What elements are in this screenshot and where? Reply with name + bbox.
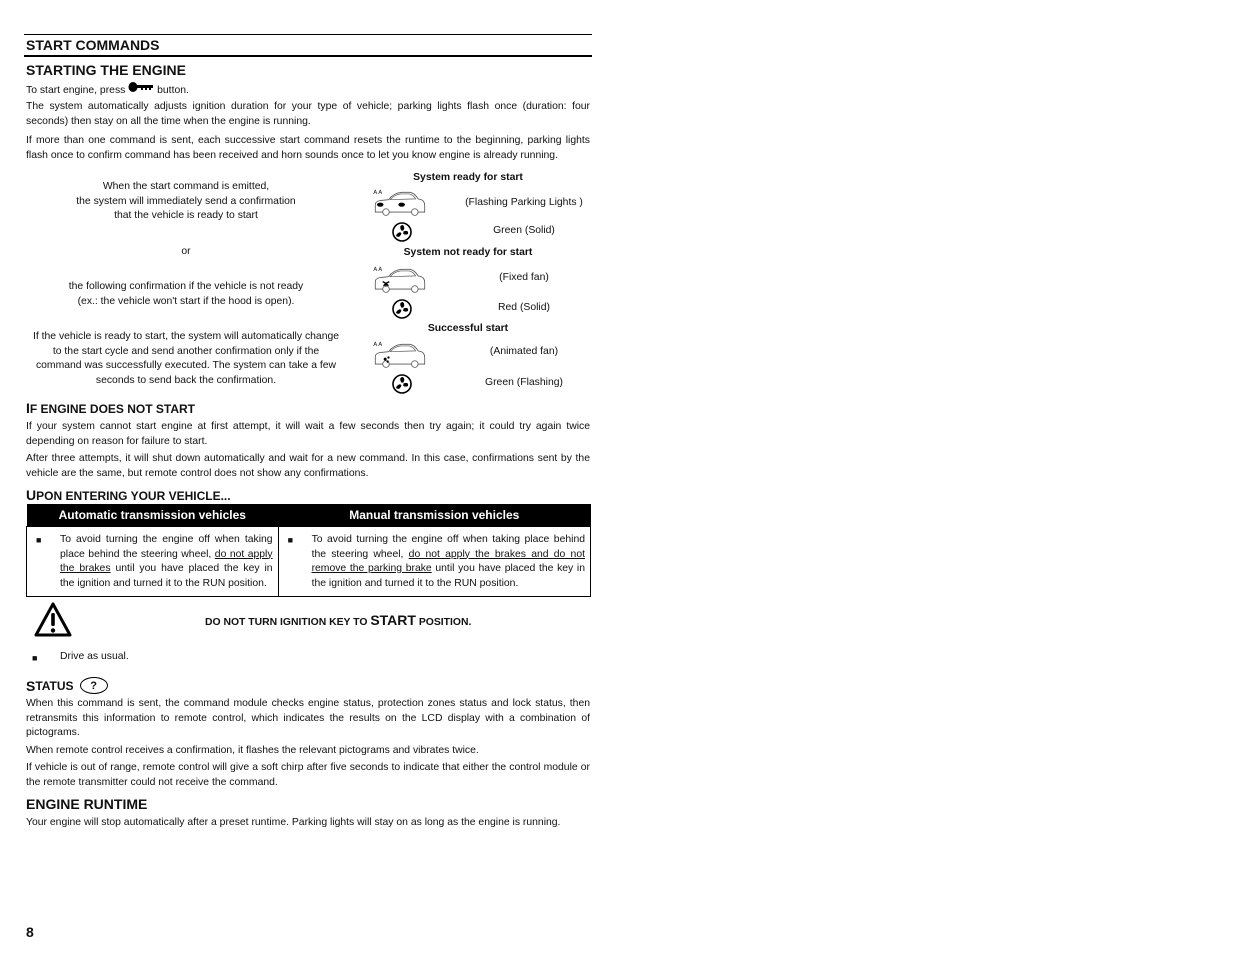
bullet-icon: ■ — [32, 653, 38, 663]
runtime-para: Your engine will stop automatically after a preset runtime. Parking lights will stay on as long as the engine is running. — [26, 817, 561, 828]
fan-icon — [392, 374, 412, 394]
runtime-heading: ENGINE RUNTIME — [26, 796, 148, 812]
col-manual: Manual transmission vehicles — [278, 504, 590, 527]
entering-heading: UPON ENTERING YOUR VEHICLE... — [26, 487, 231, 503]
status-para-3: If vehicle is out of range, remote control will give a soft chirp after five seconds to indicate that either the control module or the remote transmitter could not receive the command. — [26, 762, 590, 788]
question-icon: ? — [80, 677, 108, 694]
section-title: START COMMANDS — [26, 37, 160, 53]
starting-para-2: If more than one command is sent, each successive start command resets the runtime to the beginning, parking lights flash once to confirm command has been received and horn sounds once to let you know engine is already running. — [26, 135, 590, 161]
block-not-ready-title: System not ready for start — [403, 247, 533, 258]
key-icon — [128, 82, 154, 94]
confirm-text-ready: When the start command is emitted, the system will immediately send a confirmation that the vehicle is ready to start — [76, 181, 296, 221]
transmission-table — [26, 504, 591, 597]
bullet-icon: ■ — [287, 535, 293, 545]
warning-text: DO NOT TURN IGNITION KEY TO START POSITION. — [205, 612, 472, 628]
confirm-or: or — [181, 246, 191, 257]
status-para-2: When remote control receives a confirmation, it flashes the relevant pictograms and vibrates twice. — [26, 745, 479, 756]
block-ready-car-caption: (Flashing Parking Lights ) — [465, 197, 583, 208]
block-not-ready-fan-caption: Red (Solid) — [498, 302, 550, 313]
starting-para-1: The system automatically adjusts ignition duration for your type of vehicle; parking lights flash once (duration: four seconds) then stay on all the time when the engine is running. — [26, 101, 590, 127]
automatic-cell: ■ To avoid turning the engine off when taking place behind the steering wheel, do not apply the brakes until you have placed the key in the ignition and turned it to the RUN position. — [27, 527, 279, 597]
block-ready-fan-caption: Green (Solid) — [493, 225, 555, 236]
fan-icon — [392, 299, 412, 319]
confirm-text-success: If the vehicle is ready to start, the system will automatically change to the start cycle and send another confirmation only if the command was successfully executed. The system can take a few seconds to send back the confirmation. — [32, 331, 340, 386]
top-rule — [24, 34, 592, 35]
col-automatic: Automatic transmission vehicles — [27, 504, 279, 527]
block-success-title: Successful start — [427, 323, 509, 334]
bullet-icon: ■ — [36, 535, 42, 545]
press-line: To start engine, press button. — [26, 82, 189, 99]
block-success-car-caption: (Animated fan) — [489, 346, 559, 357]
warning-triangle-icon — [34, 602, 72, 638]
confirm-text-not-ready: the following confirmation if the vehicle is not ready (ex.: the vehicle won't start if the hood is open). — [68, 281, 304, 307]
not-start-heading: IF ENGINE DOES NOT START — [26, 400, 196, 416]
block-success-fan-caption: Green (Flashing) — [485, 377, 563, 388]
block-not-ready-car-caption: (Fixed fan) — [499, 272, 549, 283]
status-heading: S TATUS ? — [26, 677, 108, 694]
block-ready-title: System ready for start — [413, 172, 523, 183]
page-number: 8 — [26, 924, 34, 940]
car-flashing-lights-icon — [372, 188, 428, 218]
not-start-para-2: After three attempts, it will shut down automatically and wait for a new command. In this case, confirmations sent by the vehicle are the same, but remote control does not show any confirmations. — [26, 453, 590, 479]
drive-item: ■ Drive as usual. — [26, 651, 129, 665]
status-para-1: When this command is sent, the command module checks engine status, protection zones status and lock status, then retransmits this information to remote control, which indicates the results on the LCD display with a combination of pictograms. — [26, 698, 590, 738]
title-rule — [24, 55, 592, 57]
manual-cell: ■ To avoid turning the engine off when taking place behind the steering wheel, do not apply the brakes and do not remove the parking brake until you have placed the key in the ignition and turned it to the RUN position. — [278, 527, 590, 597]
fan-icon — [392, 222, 412, 242]
starting-heading: STARTING THE ENGINE — [26, 62, 186, 78]
not-start-para-1: If your system cannot start engine at first attempt, it will wait a few seconds then try again; it could try again twice depending on reason for failure to start. — [26, 421, 590, 447]
car-fixed-fan-icon — [372, 265, 428, 295]
car-animated-fan-icon — [372, 340, 428, 370]
